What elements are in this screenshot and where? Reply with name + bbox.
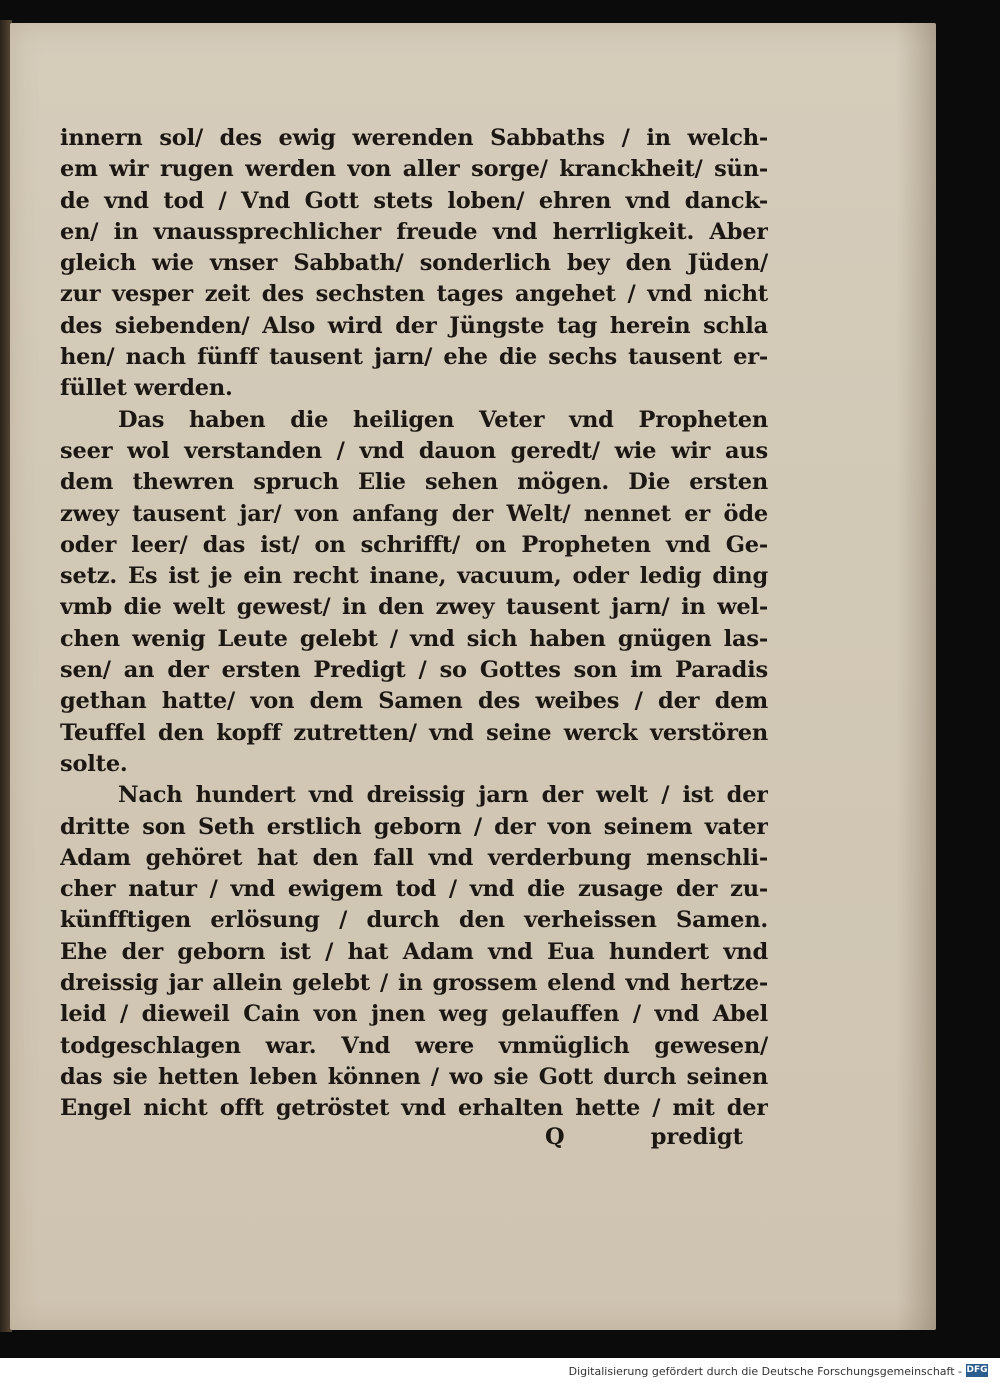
- text-line: seer wol verstanden / vnd dauon geredt/ wie wir aus: [60, 437, 768, 464]
- paragraph-start-line: Nach hundert vnd dreissig jarn der welt / ist der: [118, 782, 768, 809]
- text-line: Engel nicht offt getröstet vnd erhalten hette / mit der: [60, 1095, 768, 1122]
- text-line: dreissig jar allein gelebt / in grossem elend vnd hertze-: [60, 970, 768, 997]
- text-line: em wir rugen werden von aller sorge/ kranckheit/ sün-: [60, 156, 768, 183]
- catchword: predigt: [650, 1124, 743, 1150]
- text-line: solte.: [60, 750, 128, 777]
- text-line: innern sol/ des ewig werenden Sabbaths / in welch-: [60, 125, 768, 151]
- text-line: gleich wie vnser Sabbath/ sonderlich bey den Jüden/: [60, 250, 768, 277]
- text-line: vmb die welt gewest/ in den zwey tausent jarn/ in wel-: [60, 594, 768, 621]
- funding-credit: Digitalisierung gefördert durch die Deutsche Forschungsgemeinschaft -: [568, 1365, 962, 1378]
- text-line: dritte son Seth erstlich geborn / der von seinem vater: [60, 813, 768, 840]
- text-line: leid / dieweil Cain von jnen weg gelauffen / vnd Abel: [60, 1001, 768, 1028]
- text-line: Adam gehöret hat den fall vnd verderbung menschli-: [60, 844, 768, 871]
- text-line: gethan hatte/ von dem Samen des weibes / der dem: [60, 688, 768, 715]
- text-line: setz. Es ist je ein recht inane, vacuum, oder ledig ding: [60, 563, 768, 590]
- text-line: de vnd tod / Vnd Gott stets loben/ ehren vnd danck-: [60, 187, 768, 214]
- text-line: Ehe der geborn ist / hat Adam vnd Eua hundert vnd: [60, 938, 768, 965]
- text-line: zur vesper zeit des sechsten tages angehet / vnd nicht: [60, 281, 768, 308]
- text-line: oder leer/ das ist/ on schrifft/ on Propheten vnd Ge-: [60, 531, 768, 558]
- book-page: [10, 23, 936, 1330]
- text-line: des siebenden/ Also wird der Jüngste tag herein schla: [60, 312, 768, 339]
- text-line: dem thewren spruch Elie sehen mögen. Die ersten: [60, 469, 768, 496]
- text-line: en/ in vnaussprechlicher freude vnd herrligkeit. Aber: [60, 218, 768, 245]
- dfg-logo: DFG: [966, 1365, 988, 1375]
- text-line: cher natur / vnd ewigem tod / vnd die zusage der zu-: [60, 876, 768, 903]
- text-line: todgeschlagen war. Vnd were vnmüglich gewesen/: [60, 1032, 768, 1059]
- text-line: zwey tausent jar/ von anfang der Welt/ nennet er öde: [60, 500, 768, 527]
- text-line: sen/ an der ersten Predigt / so Gottes son im Paradis: [60, 657, 768, 684]
- text-line: chen wenig Leute gelebt / vnd sich haben gnügen las-: [60, 625, 768, 652]
- text-line: künfftigen erlösung / durch den verheissen Samen.: [60, 907, 768, 934]
- signature-mark: Q: [545, 1124, 565, 1150]
- body-text: [60, 123, 768, 1125]
- text-line: Teuffel den kopff zutretten/ vnd seine werck verstören: [60, 719, 768, 746]
- text-line: das sie hetten leben können / wo sie Gott durch seinen: [60, 1063, 768, 1090]
- text-line: hen/ nach fünff tausent jarn/ ehe die sechs tausent er-: [60, 344, 768, 371]
- paragraph-start-line: Das haben die heiligen Veter vnd Propheten: [118, 406, 768, 433]
- page-footer: [545, 1122, 743, 1153]
- text-line: füllet werden.: [60, 375, 233, 402]
